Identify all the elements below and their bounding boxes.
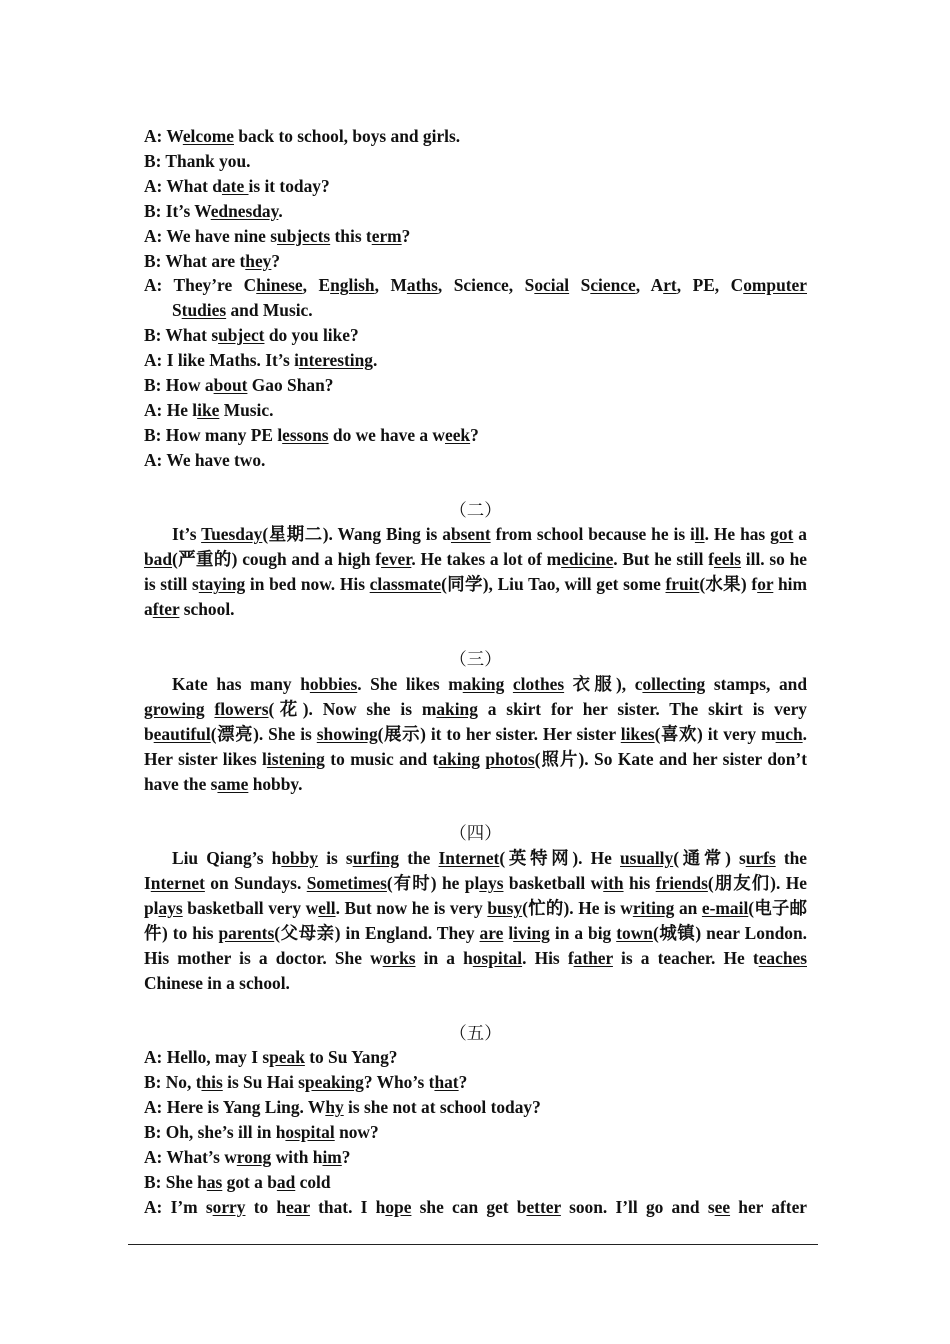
underlined-answer: flowers <box>214 698 269 719</box>
footer-rule <box>128 1244 818 1245</box>
dialogue-line: B: She has got a bad cold <box>144 1172 331 1192</box>
underlined-answer: erm <box>371 225 402 246</box>
underlined-answer: ollecting <box>642 673 706 694</box>
dialogue-line: B: It’s Wednesday. <box>144 200 283 221</box>
underlined-answer: fter <box>152 599 180 620</box>
underlined-answer: ith <box>603 873 624 894</box>
passage-4: Liu Qiang’s hobby is surfing the Internet(英特网). He usually(通常) surfs the Internet on Sundays. Sometimes(有时) he plays basketball with his friends(朋友们). He plays basketball very well. But now he is very busy(忙的). He is writing an e-mail(电子邮件) to his parents(父母亲) in England. They are living in a big town(城镇) near London. His mother is a doctor. She works in a hospital. His father is a teacher. He teaches Chinese in a school. <box>144 848 808 993</box>
underlined-answer: Tuesday <box>201 524 263 545</box>
underlined-answer: bad <box>144 549 173 570</box>
dialogue-line: B: Oh, she’s ill in hospital now? <box>144 1122 379 1143</box>
underlined-answer: nteresting <box>298 350 373 371</box>
dialogue-section-1 <box>144 124 807 473</box>
underlined-answer: cience <box>590 275 636 296</box>
underlined-answer: aths <box>406 275 438 296</box>
underlined-answer: uch <box>775 723 803 744</box>
underlined-answer: hat <box>434 1072 459 1093</box>
underlined-answer: riting <box>632 898 675 919</box>
dialogue-line: A: What’s wrong with him? <box>144 1147 351 1168</box>
underlined-answer: orry <box>212 1196 246 1217</box>
underlined-answer: ame <box>217 773 249 794</box>
dialogue-line: B: How many PE lessons do we have a week? <box>144 424 479 445</box>
underlined-answer: his <box>201 1072 223 1093</box>
dialogue-line: B: Thank you. <box>144 150 251 171</box>
underlined-answer: edicine <box>561 549 614 570</box>
underlined-answer: ather <box>573 947 613 968</box>
dialogue-line: A: Welcome back to school, boys and girls. <box>144 126 461 146</box>
underlined-answer: ocial <box>534 275 570 296</box>
underlined-answer: ell <box>318 898 336 919</box>
underlined-answer: rong <box>236 1147 272 1168</box>
section-heading-5: （五） <box>449 1022 502 1043</box>
underlined-answer: ike <box>197 399 220 420</box>
underlined-answer: urfs <box>745 848 776 869</box>
underlined-answer: clothes <box>512 673 565 694</box>
underlined-answer: showing <box>316 723 378 744</box>
dialogue-line: A: Here is Yang Ling. Why is she not at school today? <box>144 1097 541 1118</box>
underlined-answer: ubject <box>218 325 265 346</box>
passage-2: It’s Tuesday(星期二). Wang Bing is absent from school because he is ill. He has got a bad(严重的) cough and a high fever. He takes a lot of medicine. But he still feels ill. so he is still staying in bed now. His classmate(同学), Liu Tao, will get some fruit(水果) for him after school. <box>144 524 808 620</box>
underlined-answer: usually <box>620 848 674 869</box>
underlined-answer: ear <box>286 1196 310 1217</box>
underlined-answer: nternet <box>150 873 205 894</box>
underlined-answer: are <box>479 922 504 943</box>
underlined-answer: tudies <box>181 300 227 321</box>
underlined-answer: elcome <box>182 126 234 146</box>
underlined-answer: rt <box>663 275 677 296</box>
passage-3: Kate has many hobbies. She likes making clothes 衣服), collecting stamps, and growing flowers(花). Now she is making a skirt for her sister. The skirt is very beautiful(漂亮). She is showing(展示) it to her sister. Her sister likes(喜欢) it very much. Her sister likes listening to music and taking photos(照片). So Kate and her sister don’t have the same hobby. <box>144 673 808 794</box>
dialogue-line: B: How about Gao Shan? <box>144 375 334 396</box>
dialogue-line: A: He like Music. <box>144 399 274 420</box>
dialogue-line: A: What date is it today? <box>144 175 330 196</box>
underlined-answer: friends <box>655 873 708 894</box>
dialogue-line: A: We have two. <box>144 449 266 470</box>
underlined-answer: Sometimes <box>306 873 387 894</box>
dialogue-line: B: What subject do you like? <box>144 325 359 346</box>
underlined-answer: eaches <box>758 947 807 968</box>
underlined-answer: Internet <box>438 848 500 869</box>
underlined-answer: or <box>757 574 774 595</box>
underlined-answer: as <box>206 1172 223 1192</box>
underlined-answer: urfing <box>352 848 400 869</box>
dialogue-line-continuation: Studies and Music. <box>172 300 313 321</box>
dialogue-line: A: They’re Chinese, English, Maths, Science, Social Science, Art, PE, Computer <box>144 275 807 296</box>
underlined-answer: etter <box>526 1196 561 1217</box>
underlined-answer: ays <box>158 898 183 919</box>
underlined-answer: ad <box>276 1172 296 1192</box>
dialogue-line: A: We have nine subjects this term? <box>144 225 411 246</box>
underlined-answer: ospital <box>472 947 523 968</box>
underlined-answer: bout <box>213 375 248 396</box>
underlined-answer: omputer <box>743 275 807 296</box>
underlined-answer: ee <box>714 1196 731 1217</box>
underlined-answer: parents <box>218 922 275 943</box>
underlined-answer: ate <box>221 175 249 196</box>
dialogue-line: A: I’m sorry to hear that. I hope she can get better soon. I’ll go and see her after <box>144 1196 808 1217</box>
underlined-answer: busy <box>487 898 523 919</box>
dialogue-line: B: No, this is Su Hai speaking? Who’s that? <box>144 1072 468 1093</box>
underlined-answer: photos <box>485 748 535 769</box>
underlined-answer: ever <box>381 549 412 570</box>
underlined-answer: im <box>322 1147 342 1168</box>
underlined-answer: ll <box>694 524 705 545</box>
underlined-answer: obbies <box>309 673 358 694</box>
underlined-answer: ubjects <box>277 225 331 246</box>
underlined-answer: eels <box>713 549 742 570</box>
underlined-answer: peak <box>269 1047 305 1068</box>
underlined-answer: growing <box>144 698 205 719</box>
underlined-answer: aking <box>438 748 480 769</box>
underlined-answer: eek <box>444 424 471 445</box>
underlined-answer: orks <box>382 947 416 968</box>
underlined-answer: aking <box>436 698 478 719</box>
underlined-answer: fruit <box>665 574 700 595</box>
underlined-answer: got <box>770 524 794 545</box>
underlined-answer: taying <box>198 574 246 595</box>
dialogue-line: A: Hello, may I speak to Su Yang? <box>144 1047 398 1068</box>
underlined-answer: essons <box>282 424 329 445</box>
underlined-answer: istening <box>266 748 325 769</box>
underlined-answer: ednesday <box>210 200 279 221</box>
underlined-answer: hinese <box>256 275 303 296</box>
underlined-answer: eautiful <box>153 723 211 744</box>
worksheet-text <box>144 124 807 1220</box>
underlined-answer: bsent <box>450 524 491 545</box>
underlined-answer: peaking <box>304 1072 364 1093</box>
underlined-answer: hy <box>325 1097 344 1118</box>
underlined-answer: ays <box>479 873 504 894</box>
underlined-answer: hey <box>245 250 272 271</box>
section-heading-3: （三） <box>449 649 502 669</box>
underlined-answer: town <box>616 922 653 943</box>
section-heading-2: （二） <box>449 499 502 520</box>
dialogue-section-5 <box>144 1045 807 1219</box>
dialogue-line: B: What are they? <box>144 250 281 271</box>
underlined-answer: nglish <box>330 275 375 296</box>
underlined-answer: iving <box>513 922 550 943</box>
underlined-answer: obby <box>281 848 319 869</box>
underlined-answer: e-mail <box>701 898 749 919</box>
section-heading-4: （四） <box>449 823 502 844</box>
underlined-answer: classmate <box>369 574 442 595</box>
dialogue-line: A: I like Maths. It’s interesting. <box>144 350 378 371</box>
underlined-answer: ospital <box>285 1122 335 1143</box>
underlined-answer: ope <box>385 1196 412 1217</box>
underlined-answer: likes <box>620 723 655 744</box>
underlined-answer: aking <box>462 673 505 694</box>
